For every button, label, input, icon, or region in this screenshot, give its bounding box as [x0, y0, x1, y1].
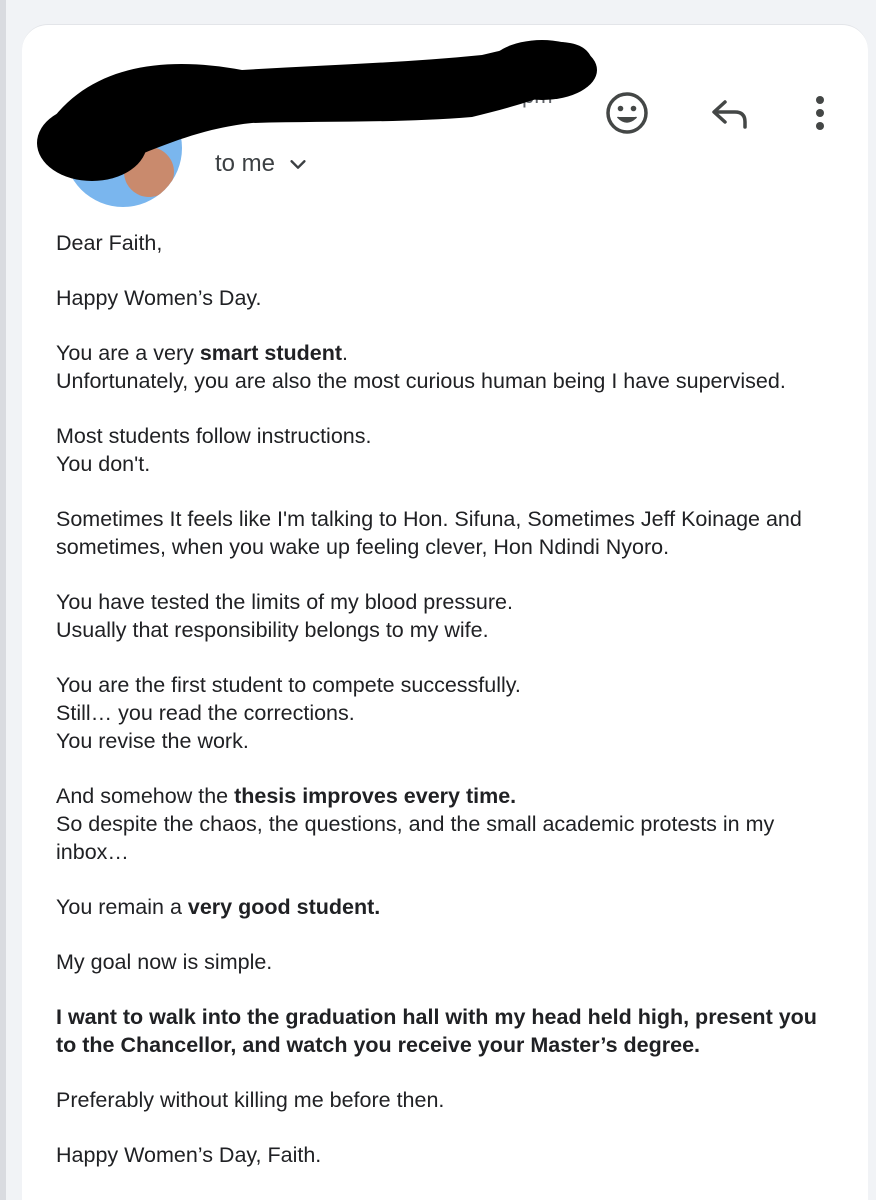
redaction-scribble	[22, 25, 622, 205]
body-paragraph: My goal now is simple.	[56, 950, 273, 974]
more-vert-icon[interactable]	[796, 89, 844, 137]
body-paragraph	[56, 671, 826, 755]
bold-text: very good student.	[187, 895, 381, 919]
body-paragraph	[56, 422, 826, 478]
text-run: You are the first student to compete successfully.	[56, 673, 521, 697]
text-run: And somehow the	[56, 784, 235, 808]
body-paragraph	[56, 782, 826, 866]
body-paragraph: Sometimes It feels like I'm talking to Hon. Sifuna, Sometimes Jeff Koinage and sometimes, when you wake up feeling clever, Hon Ndindi Nyoro.	[56, 507, 802, 559]
email-body	[56, 229, 826, 1196]
body-paragraph	[56, 588, 826, 644]
body-paragraph	[56, 339, 826, 395]
redaction-mark	[22, 25, 622, 205]
body-paragraph	[56, 893, 826, 921]
chevron-down-icon	[287, 153, 309, 175]
text-run: Usually that responsibility belongs to my wife.	[56, 618, 489, 642]
bold-text: thesis improves every time.	[234, 784, 517, 808]
text-run: Most students follow instructions.	[56, 424, 372, 448]
body-paragraph: Happy Women’s Day.	[56, 286, 262, 310]
text-run: You have tested the limits of my blood pressure.	[56, 590, 513, 614]
bold-text: smart student	[199, 341, 342, 365]
text-run: You don't.	[56, 452, 151, 476]
recipient-toggle[interactable]	[215, 150, 309, 178]
text-run: .	[342, 341, 348, 365]
reply-icon[interactable]	[707, 89, 755, 137]
recipient-label: to me	[215, 150, 276, 177]
emoji-react-icon[interactable]	[603, 89, 651, 137]
body-paragraph-bold	[56, 1003, 826, 1059]
greeting: Dear Faith,	[56, 231, 163, 255]
text-run: So despite the chaos, the questions, and the small academic protests in my inbox…	[56, 812, 775, 864]
sign-off: Happy Women’s Day, Faith.	[56, 1143, 322, 1167]
text-run: You are a very	[56, 341, 200, 365]
window-edge	[0, 0, 6, 1200]
body-paragraph: Preferably without killing me before then.	[56, 1088, 445, 1112]
text-run: You revise the work.	[56, 729, 249, 753]
bold-text: I want to walk into the graduation hall with my head held high, present you to the Chancellor, and watch you receive your Master’s degree.	[56, 1005, 817, 1057]
text-run: You remain a	[56, 895, 188, 919]
text-run: Unfortunately, you are also the most curious human being I have supervised.	[56, 369, 786, 393]
text-run: Still… you read the corrections.	[56, 701, 355, 725]
